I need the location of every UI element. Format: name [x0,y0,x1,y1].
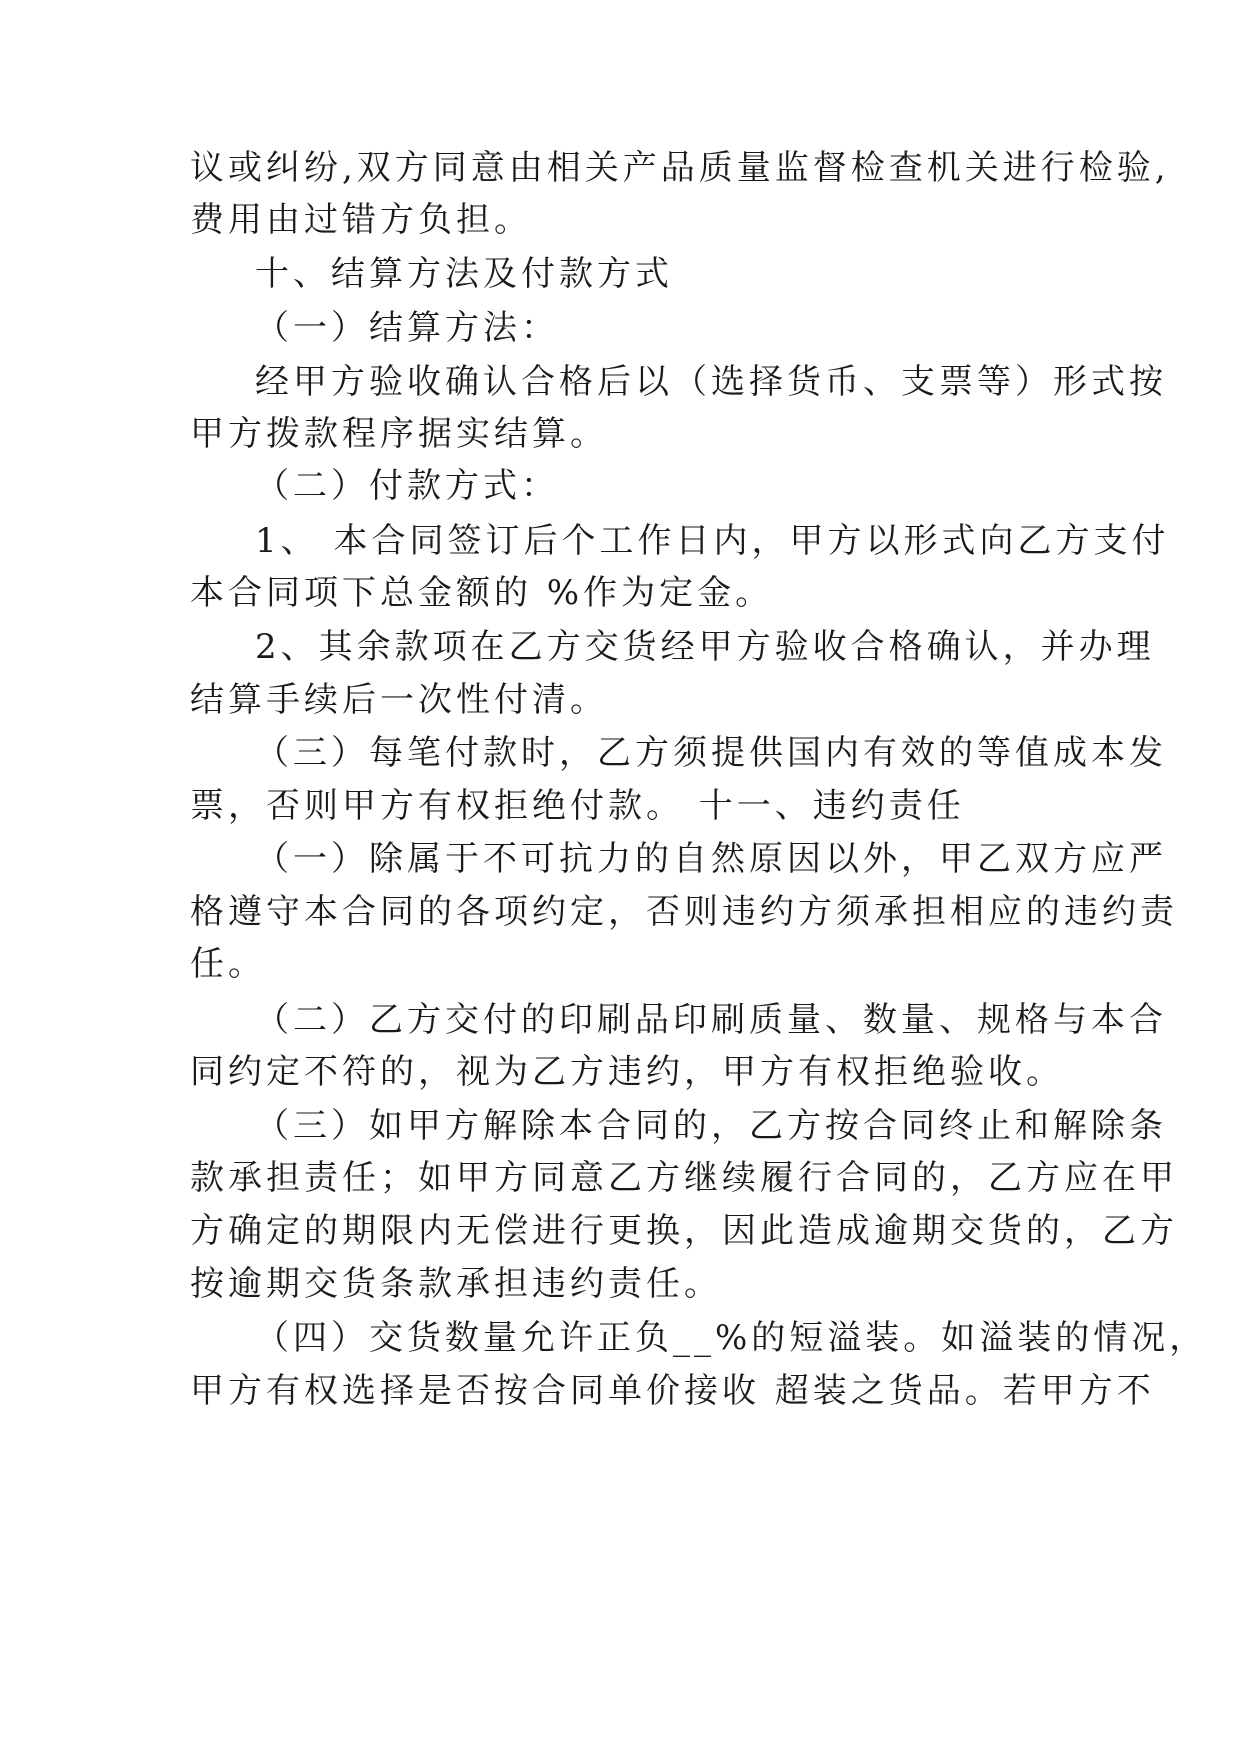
text-line: 经甲方验收确认合格后以（选择货币、支票等）形式按 [255,362,1167,402]
text-line: 任。 [190,944,266,984]
text-line: 议或纠纷,双方同意由相关产品质量监督检查机关进行检验, [190,148,1170,188]
text-line: 票，否则甲方有权拒绝付款。 十一、违约责任 [190,786,965,826]
text-line: 格遵守本合同的各项约定，否则违约方须承担相应的违约责 [190,892,1178,932]
text-line: （一）除属于不可抗力的自然原因以外，甲乙双方应严 [255,839,1167,879]
subsection-heading: （一）结算方法： [255,308,559,348]
section-heading: 十、结算方法及付款方式 [255,254,673,294]
text-line: 1、 本合同签订后个工作日内，甲方以形式向乙方支付 [255,521,1170,561]
text-line: 方确定的期限内无偿进行更换，因此造成逾期交货的，乙方 [190,1211,1178,1251]
text-line: 甲方有权选择是否按合同单价接收 超装之货品。若甲方不 [190,1371,1155,1411]
text-line: 结算手续后一次性付清。 [190,680,608,720]
text-line: 款承担责任；如甲方同意乙方继续履行合同的，乙方应在甲 [190,1158,1178,1198]
text-line: 费用由过错方负担。 [190,200,532,240]
text-line: 按逾期交货条款承担违约责任。 [190,1264,722,1304]
text-line: （三）每笔付款时，乙方须提供国内有效的等值成本发 [255,733,1167,773]
text-line: 本合同项下总金额的 %作为定金。 [190,573,774,613]
text-line: 甲方拨款程序据实结算。 [190,414,608,454]
text-line: （三）如甲方解除本合同的，乙方按合同终止和解除条 [255,1106,1167,1146]
subsection-heading: （二）付款方式： [255,466,559,506]
text-line: （四）交货数量允许正负__%的短溢装。如溢装的情况， [255,1318,1208,1358]
text-line: 2、其余款项在乙方交货经甲方验收合格确认，并办理 [255,627,1155,667]
text-line: 同约定不符的，视为乙方违约，甲方有权拒绝验收。 [190,1052,1064,1092]
text-line: （二）乙方交付的印刷品印刷质量、数量、规格与本合 [255,1000,1167,1040]
